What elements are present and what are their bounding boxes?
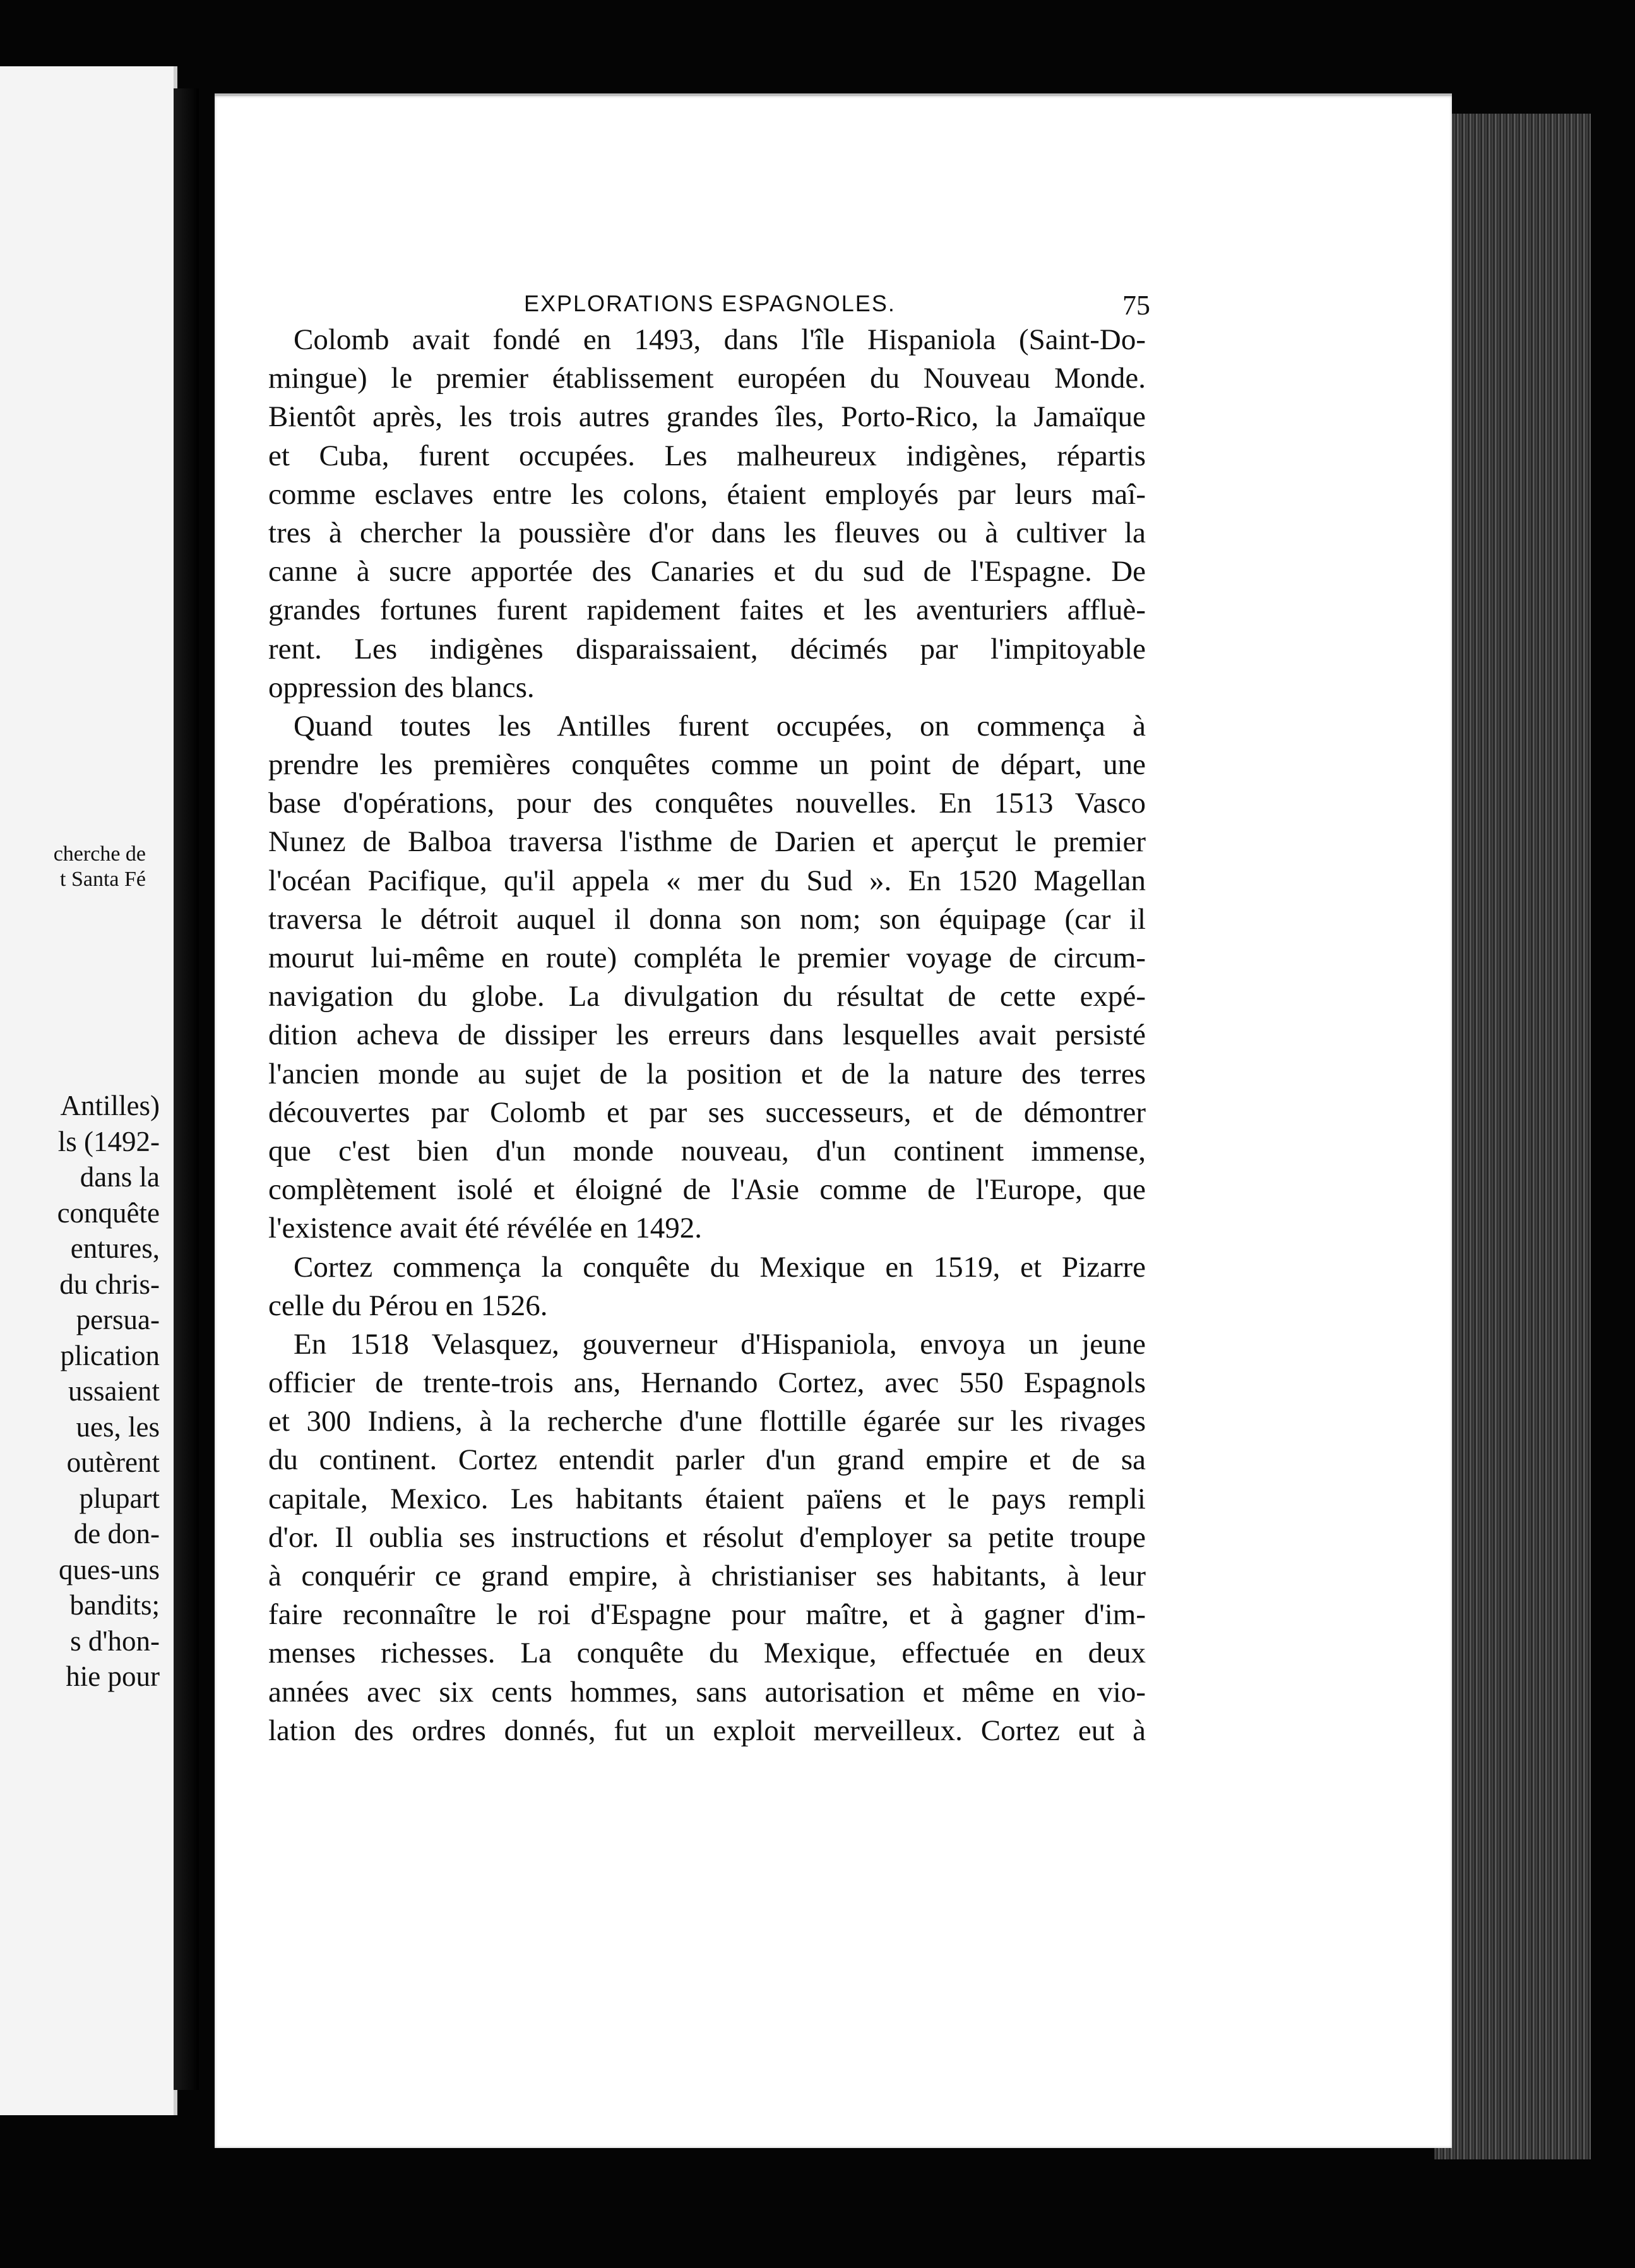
- text-line: lation des ordres donnés, fut un exploit merveilleux. Cortez eut à: [268, 1714, 1146, 1747]
- text-line: capitale, Mexico. Les habitants étaient païens et le pays rempli: [268, 1482, 1146, 1515]
- text-line: Colomb avait fondé en 1493, dans l'île Hispaniola (Saint-Do-: [294, 323, 1146, 356]
- previous-page-fragment: [0, 66, 177, 2115]
- previous-page-line: de don-: [73, 1518, 160, 1549]
- previous-page-line: entures,: [70, 1232, 160, 1264]
- text-line: l'ancien monde au sujet de la position et de la nature des terres: [268, 1057, 1146, 1090]
- previous-page-line: bandits;: [69, 1589, 160, 1621]
- previous-page-line: hie pour: [66, 1661, 160, 1692]
- previous-page-line: s d'hon-: [70, 1625, 160, 1657]
- book-edge-shadow: [1591, 101, 1635, 2185]
- footnote-line: t Santa Fé: [60, 868, 146, 891]
- previous-page-line: conquête: [57, 1197, 160, 1229]
- text-line: Nunez de Balboa traversa l'isthme de Darien et aperçut le premier: [268, 825, 1146, 859]
- book-page-edges: [1434, 114, 1605, 2159]
- footnote-line: cherche de: [53, 842, 146, 866]
- previous-page-line: ques-uns: [59, 1553, 160, 1585]
- text-line: canne à sucre apportée des Canaries et du sud de l'Espagne. De: [268, 555, 1146, 588]
- text-line: traversa le détroit auquel il donna son nom; son équipage (car il: [268, 902, 1146, 936]
- text-line: et 300 Indiens, à la recherche d'une flottille égarée sur les rivages: [268, 1405, 1146, 1438]
- text-line: découvertes par Colomb et par ses successeurs, et de démontrer: [268, 1095, 1146, 1129]
- text-line: base d'opérations, pour des conquêtes nouvelles. En 1513 Vasco: [268, 787, 1146, 820]
- previous-page-body: [57, 1088, 160, 1695]
- previous-page-line: Antilles): [60, 1090, 160, 1121]
- text-line: du continent. Cortez entendit parler d'un grand empire et de sa: [268, 1443, 1146, 1477]
- text-line: oppression des blancs.: [268, 671, 535, 704]
- text-line: l'existence avait été révélée en 1492.: [268, 1212, 703, 1245]
- text-line: officier de trente-trois ans, Hernando Cortez, avec 550 Espagnols: [268, 1366, 1146, 1400]
- text-line: à conquérir ce grand empire, à christianiser ses habitants, à leur: [268, 1560, 1146, 1592]
- text-line: Cortez commença la conquête du Mexique en 1519, et Pizarre: [294, 1250, 1146, 1284]
- previous-page-footnote: [54, 842, 146, 892]
- previous-page-line: du chris-: [59, 1268, 160, 1300]
- text-line: navigation du globe. La divulgation du résultat de cette expé-: [268, 980, 1146, 1013]
- text-line: complètement isolé et éloigné de l'Asie comme de l'Europe, que: [268, 1173, 1146, 1207]
- text-line: Quand toutes les Antilles furent occupées, on commença à: [294, 709, 1146, 743]
- text-line: que c'est bien d'un monde nouveau, d'un continent immense,: [268, 1134, 1146, 1167]
- text-line: grandes fortunes furent rapidement faites et les aventuriers affluè-: [268, 594, 1146, 627]
- text-line: dition acheva de dissiper les erreurs dans lesquelles avait persisté: [268, 1018, 1146, 1052]
- text-line: celle du Pérou en 1526.: [268, 1289, 548, 1322]
- text-line: années avec six cents hommes, sans autorisation et même en vio-: [268, 1675, 1146, 1709]
- text-line: tres à chercher la poussière d'or dans les fleuves ou à cultiver la: [268, 516, 1146, 549]
- text-line: d'or. Il oublia ses instructions et résolut d'employer sa petite troupe: [268, 1520, 1146, 1554]
- text-line: faire reconnaître le roi d'Espagne pour maître, et à gagner d'im-: [268, 1598, 1146, 1632]
- text-line: mingue) le premier établissement européen du Nouveau Monde.: [268, 362, 1146, 395]
- body-text: [268, 321, 1146, 1750]
- previous-page-line: ussaient: [68, 1375, 160, 1407]
- text-line: Bientôt après, les trois autres grandes îles, Porto-Rico, la Jamaïque: [268, 400, 1146, 434]
- text-line: En 1518 Velasquez, gouverneur d'Hispaniola, envoya un jeune: [294, 1327, 1146, 1361]
- text-line: comme esclaves entre les colons, étaient employés par leurs maî-: [268, 477, 1146, 511]
- previous-page-line: plication: [60, 1339, 160, 1371]
- running-head: EXPLORATIONS ESPAGNOLES.: [524, 290, 896, 316]
- text-line: mourut lui-même en route) compléta le premier voyage de circum-: [268, 941, 1146, 974]
- previous-page-line: plupart: [79, 1482, 160, 1514]
- page-top-edge: [215, 93, 1452, 96]
- gutter-shadow: [174, 88, 199, 2090]
- text-line: rent. Les indigènes disparaissaient, décimés par l'impitoyable: [268, 632, 1146, 665]
- previous-page-line: ues, les: [76, 1411, 160, 1443]
- text-line: l'océan Pacifique, qu'il appela « mer du Sud ». En 1520 Magellan: [268, 864, 1146, 897]
- text-line: prendre les premières conquêtes comme un point de départ, une: [268, 748, 1146, 782]
- text-line: et Cuba, furent occupées. Les malheureux indigènes, répartis: [268, 439, 1146, 472]
- previous-page-line: ls (1492-: [57, 1125, 160, 1157]
- text-line: menses richesses. La conquête du Mexique, effectuée en deux: [268, 1637, 1146, 1670]
- page-number: 75: [1122, 290, 1150, 321]
- previous-page-line: dans la: [80, 1161, 160, 1193]
- previous-page-line: outèrent: [66, 1447, 160, 1478]
- previous-page-line: persua-: [76, 1304, 160, 1335]
